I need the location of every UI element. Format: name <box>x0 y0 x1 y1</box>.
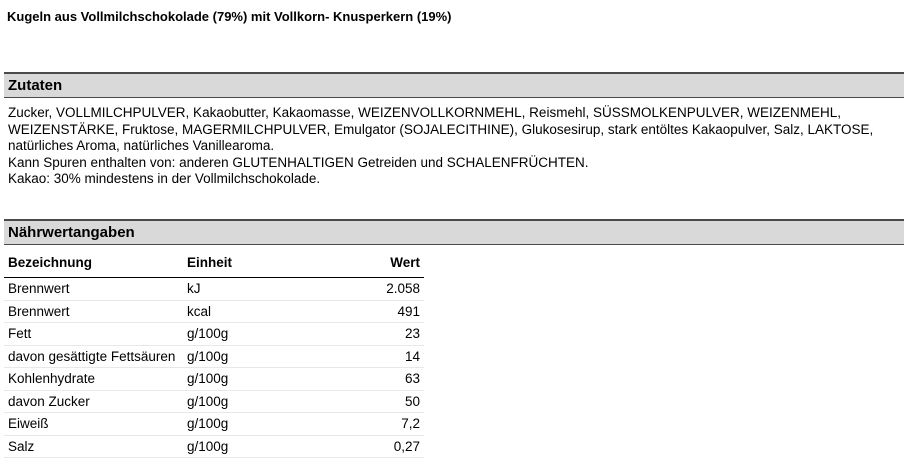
table-row <box>4 390 424 413</box>
allergen-note: Kann Spuren enthalten von: anderen GLUTENHALTIGEN Getreiden und SCHALENFRÜCHTEN. <box>8 154 589 170</box>
row-unit: g/100g <box>187 371 229 386</box>
row-name: Kohlenhydrate <box>8 371 96 386</box>
nutrition-table <box>4 253 424 458</box>
product-title: Kugeln aus Vollmilchschokolade (79%) mit Vollkorn- Knusperkern (19%) <box>7 9 452 24</box>
row-value: 14 <box>404 348 420 364</box>
nutrition-header-row <box>4 253 424 278</box>
row-name: Brennwert <box>8 303 70 319</box>
row-value: 50 <box>404 393 420 409</box>
row-value: 0,27 <box>393 438 420 454</box>
row-name: davon gesättigte Fettsäuren <box>8 348 176 364</box>
column-header-name: Bezeichnung <box>4 253 183 278</box>
row-value: 23 <box>404 326 420 341</box>
row-unit: g/100g <box>187 438 229 454</box>
row-value: 63 <box>404 371 420 386</box>
row-name: Brennwert <box>8 281 70 296</box>
column-header-unit: Einheit <box>183 253 341 278</box>
table-row <box>4 300 424 323</box>
row-unit: g/100g <box>187 348 229 364</box>
table-row <box>4 323 424 346</box>
ingredients-text: Zucker, VOLLMILCHPULVER, Kakaobutter, Kakaomasse, WEIZENVOLLKORNMEHL, Reismehl, SÜSSMOLKENPULVER, WEIZENMEHL, WEIZENSTÄRKE, Fruktose, MAGERMILCHPULVER, Emulgator (SOJALECITHINE), Glukosesirup, stark entöltes Kakaopulver, Salz, LAKTOSE, natürliches Aroma, natürliches Vanillearoma. <box>8 105 874 153</box>
cocoa-note: Kakao: 30% mindestens in der Vollmilchschokolade. <box>8 171 321 186</box>
row-name: davon Zucker <box>8 393 90 409</box>
section-header-naehrwerte: Nährwertangaben <box>4 219 904 245</box>
row-name: Fett <box>8 326 32 341</box>
table-row <box>4 345 424 368</box>
row-unit: g/100g <box>187 326 229 341</box>
row-unit: g/100g <box>187 393 229 409</box>
row-unit: g/100g <box>187 416 229 431</box>
table-row <box>4 413 424 436</box>
row-name: Eiweiß <box>8 416 49 431</box>
column-header-value: Wert <box>341 253 424 278</box>
row-value: 491 <box>397 303 420 319</box>
row-unit: kJ <box>187 281 201 296</box>
ingredients-block <box>8 105 900 188</box>
table-row <box>4 278 424 301</box>
table-row <box>4 435 424 458</box>
table-row <box>4 368 424 391</box>
row-name: Salz <box>8 438 35 454</box>
row-unit: kcal <box>187 303 212 319</box>
row-value: 7,2 <box>401 416 420 431</box>
row-value: 2.058 <box>386 281 420 296</box>
section-header-zutaten: Zutaten <box>4 72 904 98</box>
